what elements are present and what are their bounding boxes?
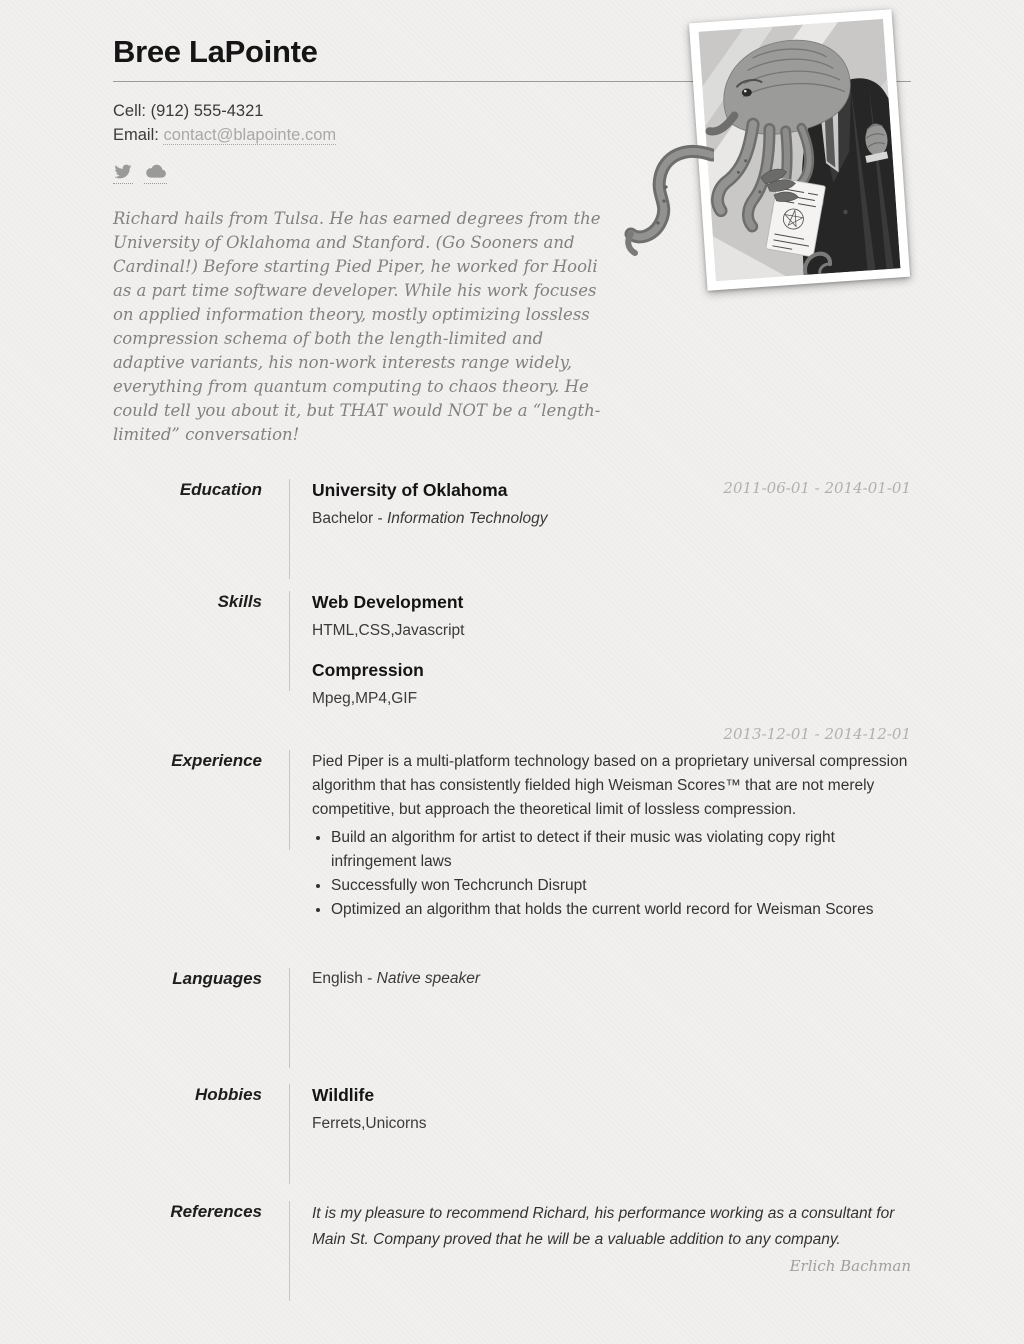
degree-text: Bachelor - [312,510,387,527]
experience-content [290,750,911,922]
tentacle-icon [622,143,714,265]
hobbies-content [290,1084,911,1134]
skill-item [312,659,911,709]
language-line [312,969,911,989]
major-text: Information Technology [386,510,548,527]
languages-content [290,968,911,989]
section-divider [262,750,290,850]
twitter-link[interactable] [113,163,133,184]
reference-quote: It is my pleasure to recommend Richard, his performance working as a consultant for Main St. Company proved that he will be a valuable addition to any company. [312,1205,895,1248]
language-value: English - [312,970,377,987]
bio-text: Richard hails from Tulsa. He has earned degrees from the University of Oklahoma and Stanford. (Go Sooners and Cardinal!) Before starting Pied Piper, he worked for Hooli as a part time software developer. While his work focuses on applied information theory, mostly optimizing lossless compression schema of both the length-limited and adaptive variants, his non-work interests range widely, everything from quantum computing to chaos theory. He could tell you about it, but THAT would NOT be a “length-limited” conversation! [113,209,601,444]
references-content [290,1201,911,1275]
soundcloud-icon [144,163,167,180]
experience-date: 2013-12-01 - 2014-12-01 [723,725,911,743]
cthulhu-portrait-illustration [699,19,901,281]
bullet-item: • Successfully won Techcrunch Disrupt [331,874,882,898]
bullet-item: • Optimized an algorithm that holds the current world record for Weisman Scores [331,898,882,922]
page-title: Bree LaPointe [113,34,318,69]
section-divider [262,591,290,691]
twitter-icon [113,163,133,180]
hobby-title: Wildlife [312,1085,375,1105]
education-content [290,479,911,529]
experience-summary: Pied Piper is a multi-platform technology based on a proprietary universal compression algorithm that has consistently fielded high Weisman Scores™ that are not merely competitive, but approach the theoretical limit of lossless compression. [312,753,908,818]
section-hobbies [113,1084,911,1184]
section-skills [113,591,911,709]
cell-label: Cell: [113,102,147,120]
hobbies-label: Hobbies [194,1085,262,1104]
email-link[interactable]: contact@blapointe.com [163,126,337,144]
soundcloud-link[interactable] [144,163,167,184]
section-references [113,1201,911,1301]
section-divider [262,1201,290,1301]
language-level: Native speaker [376,970,481,987]
experience-bullets [312,826,882,922]
references-label: References [170,1202,262,1221]
hobby-details: Ferrets,Unicorns [312,1115,427,1132]
education-degree [312,509,911,529]
section-languages [113,968,911,1068]
reference-author: Erlich Bachman [789,1257,911,1275]
skill-title: Web Development [312,592,464,612]
section-divider [262,968,290,1068]
languages-label: Languages [172,969,262,988]
skill-details: HTML,CSS,Javascript [312,622,465,639]
education-date: 2011-06-01 - 2014-01-01 [723,479,911,497]
education-label: Education [179,480,262,499]
skills-label: Skills [217,592,262,611]
section-divider [262,479,290,579]
section-divider [262,1084,290,1184]
cell-value: (912) 555-4321 [150,102,264,120]
experience-label: Experience [171,751,262,770]
skill-title: Compression [312,660,424,680]
education-title: University of Oklahoma [312,480,508,500]
section-experience [113,750,911,922]
skills-content [290,591,911,709]
section-education [113,479,911,579]
skill-item [312,591,911,641]
email-label: Email: [113,126,159,144]
bullet-item: • Build an algorithm for artist to detect if their music was violating copy right infringement laws [331,826,882,874]
profile-photo [689,9,910,291]
skill-details: Mpeg,MP4,GIF [312,690,418,707]
